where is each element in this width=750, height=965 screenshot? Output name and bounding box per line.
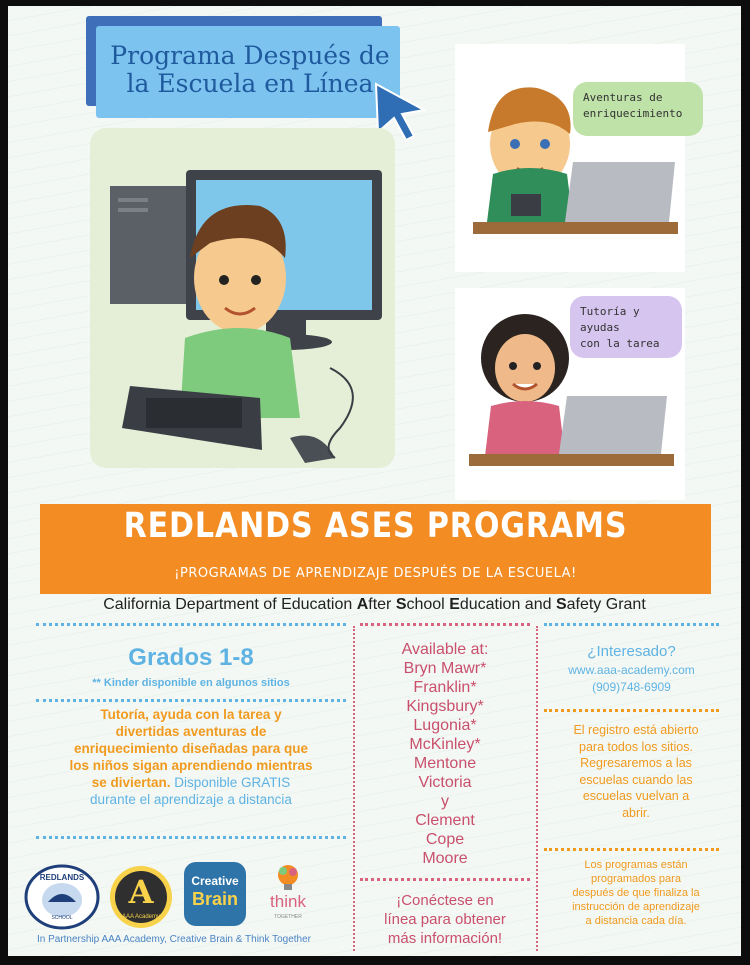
- creative-brain-line2: Brain: [191, 889, 238, 909]
- aaa-logo-text: AAA Academy: [121, 914, 161, 920]
- connect-online-note: [360, 891, 530, 948]
- tutoring-panel: [455, 288, 685, 500]
- desc-line: Tutoría, ayuda con la tarea y: [100, 707, 282, 722]
- aaa-logo-letter: A: [128, 873, 154, 911]
- free-note: durante el aprendizaje a distancia: [90, 792, 292, 807]
- enrichment-bubble: [573, 82, 703, 136]
- redlands-logo-subtext: SCHOOL: [51, 915, 73, 921]
- bubble2-line1: Tutoría y ayudas: [580, 305, 640, 334]
- enrichment-panel: [455, 44, 685, 272]
- computer-boy-icon: [90, 128, 395, 468]
- site-item: Cope: [425, 831, 465, 848]
- right-mid-divider: [544, 709, 719, 712]
- kinder-note: ** Kinder disponible en algunos sitios: [92, 677, 290, 689]
- redlands-logo-text: REDLANDS: [39, 873, 85, 882]
- grant-line: [8, 596, 741, 614]
- think-logo-subtext: TOGETHER: [274, 914, 302, 920]
- prog-line: instrucción de aprendizaje: [572, 901, 700, 913]
- grant-letter: A: [356, 596, 369, 613]
- site-item: Mentone: [413, 755, 477, 772]
- grant-text: afety Grant: [566, 596, 646, 613]
- title-line-1: Programa Después de: [110, 41, 390, 70]
- program-description: [36, 706, 346, 808]
- interested-heading: ¿Interesado?: [587, 643, 676, 660]
- partnership-footer: In Partnership AAA Academy, Creative Brain & Think Together: [36, 934, 312, 945]
- available-heading: Available at:: [401, 641, 489, 658]
- think-logo-text: think: [270, 892, 306, 911]
- connect-line: línea para obtener: [384, 911, 506, 928]
- site-item: Bryn Mawr*: [403, 660, 487, 677]
- bubble2-line2: con la tarea: [580, 337, 660, 350]
- site-item: Clement: [415, 812, 475, 829]
- middle-top-divider: [360, 623, 530, 626]
- grant-letter: S: [395, 596, 407, 613]
- desc-line: divertidas aventuras de: [115, 724, 267, 739]
- reg-line: abrir.: [622, 805, 650, 820]
- prog-line: Los programas están: [584, 859, 688, 871]
- right-top-divider: [544, 623, 719, 626]
- left-bottom-divider: [36, 836, 346, 839]
- flyer-page: [8, 6, 741, 956]
- aaa-academy-logo: [108, 864, 174, 930]
- middle-bottom-divider: [360, 878, 530, 881]
- middle-left-vline: [353, 626, 355, 951]
- grant-text: fter: [368, 596, 396, 613]
- grant-text: ducation and: [459, 596, 556, 613]
- prog-line: a distancia cada día.: [585, 915, 687, 927]
- free-note: Disponible GRATIS: [170, 775, 291, 790]
- banner-subtitle: ¡PROGRAMAS DE APRENDIZAJE DESPUÉS DE LA ESCUELA!: [174, 566, 577, 581]
- lightbulb-icon: [256, 862, 320, 892]
- reg-line: El registro está abierto: [573, 723, 699, 737]
- grant-letter: S: [555, 596, 567, 613]
- reg-line: para todos los sitios.: [579, 739, 693, 754]
- redlands-usd-logo: [24, 864, 100, 930]
- site-item: Moore: [422, 850, 468, 867]
- desc-line: enriquecimiento diseñadas para que: [73, 741, 309, 756]
- reg-line: escuelas vuelvan a: [582, 789, 690, 803]
- boy-camera-icon: [455, 44, 685, 272]
- site-item: y: [441, 793, 449, 810]
- creative-brain-line1: Creative: [191, 874, 239, 888]
- phone-number[interactable]: (909)748-6909: [592, 680, 671, 694]
- connect-line: más información!: [387, 930, 503, 947]
- bubble1-line2: enriquecimiento: [583, 107, 683, 120]
- desc-line: los niños sigan aprendiendo mientras: [69, 758, 313, 773]
- right-lower-divider: [544, 848, 719, 851]
- connect-line: ¡Conéctese en: [396, 892, 494, 909]
- registration-note: [556, 722, 716, 821]
- grant-text: California Department of Education: [103, 596, 357, 613]
- site-item: Franklin*: [413, 679, 477, 696]
- bubble1-line1: Aventuras de: [583, 91, 663, 104]
- title-line-2: la Escuela en Línea: [126, 69, 374, 98]
- grant-letter: E: [449, 596, 460, 613]
- contact-block: [544, 662, 719, 696]
- prog-line: después de que finaliza la: [572, 887, 700, 899]
- reg-line: Regresaremos a las: [580, 756, 692, 770]
- site-item: McKinley*: [409, 736, 481, 753]
- website-link[interactable]: www.aaa-academy.com: [568, 663, 695, 677]
- left-top-divider: [36, 623, 346, 626]
- banner-title: REDLANDS ASES PROGRAMS: [123, 506, 628, 546]
- schedule-note: [556, 858, 716, 928]
- site-item: Kingsbury*: [406, 698, 484, 715]
- desc-line: se diviertan.: [91, 775, 171, 790]
- creative-brain-logo: [184, 862, 246, 926]
- left-mid-divider: [36, 699, 346, 702]
- tutoring-bubble: [570, 296, 682, 358]
- page-title: [104, 42, 396, 98]
- grades-heading: Grados 1-8: [128, 644, 254, 671]
- sites-list: [360, 640, 530, 868]
- grant-text: chool: [406, 596, 450, 613]
- middle-right-vline: [536, 626, 538, 951]
- think-together-logo: [256, 862, 320, 928]
- reg-line: escuelas cuando las: [579, 772, 693, 787]
- site-item: Lugonia*: [413, 717, 477, 734]
- student-computer-illustration: [90, 128, 395, 468]
- prog-line: programados para: [591, 873, 681, 885]
- site-item: Victoria: [418, 774, 472, 791]
